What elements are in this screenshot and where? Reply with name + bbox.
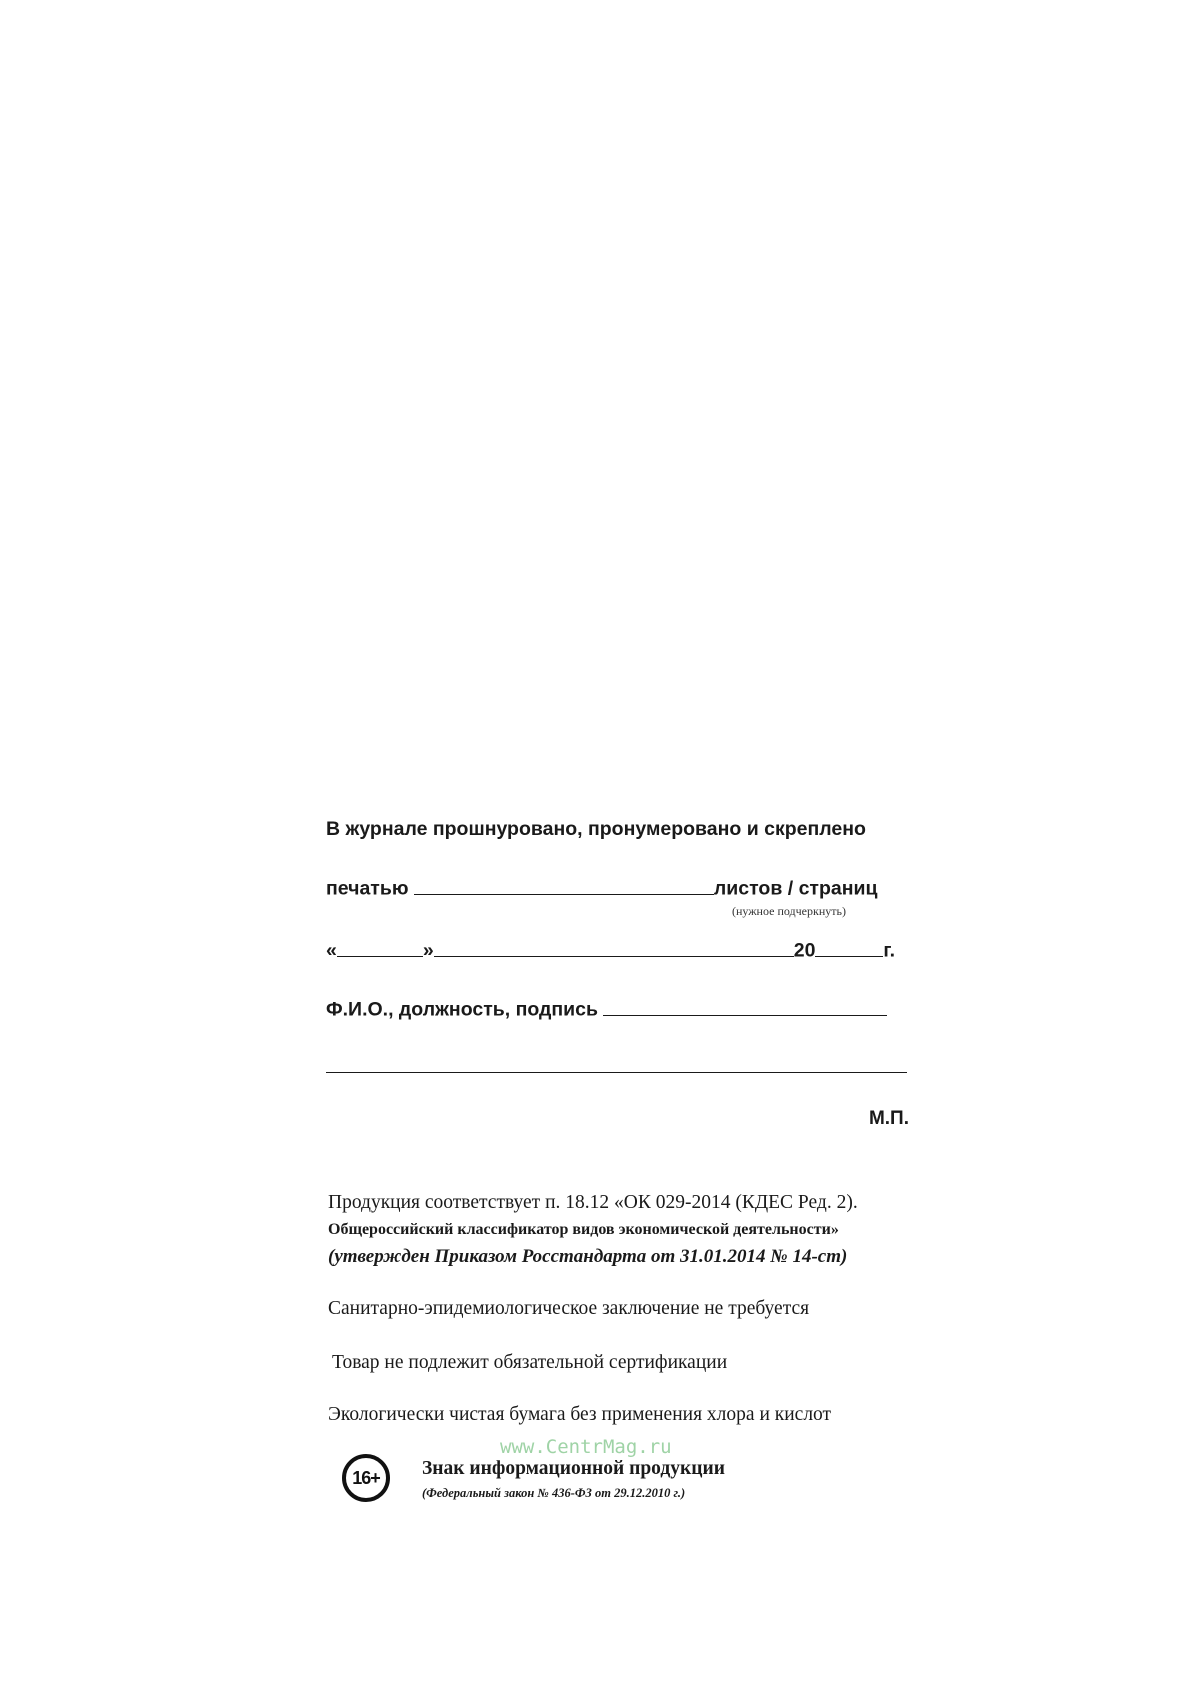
form-line-2-prefix: печатью	[326, 877, 409, 900]
form-line-2	[326, 874, 878, 901]
date-day-blank[interactable]	[337, 936, 423, 957]
certification-note: Товар не подлежит обязательной сертификации	[332, 1352, 728, 1373]
signature-blank[interactable]	[603, 995, 887, 1016]
date-line	[326, 936, 895, 963]
date-year-prefix: 20	[793, 939, 816, 962]
signature-label: Ф.И.О., должность, подпись	[326, 998, 598, 1021]
eco-note: Экологически чистая бумага без применения хлора и кислот	[328, 1404, 832, 1425]
date-close-quote: »	[422, 939, 434, 962]
date-open-quote: «	[326, 939, 337, 962]
extra-line	[326, 1052, 907, 1072]
watermark: www.CentrMag.ru	[500, 1436, 672, 1458]
date-month-blank[interactable]	[434, 936, 794, 957]
info-line-3: (утвержден Приказом Росстандарта от 31.01.2014 № 14-ст)	[328, 1246, 848, 1267]
form-line-2-suffix: листов / страниц	[713, 877, 878, 900]
stamp-place-label: М.П.	[868, 1108, 909, 1129]
date-year-blank[interactable]	[815, 936, 883, 957]
info-line-2: Общероссийский классификатор видов экономической деятельности»	[328, 1221, 839, 1238]
form-line-1: В журнале прошнуровано, пронумеровано и скреплено	[326, 818, 866, 840]
signature-line	[326, 995, 887, 1022]
age-rating-title: Знак информационной продукции	[422, 1458, 725, 1479]
age-rating-law: (Федеральный закон № 436-ФЗ от 29.12.2010 г.)	[422, 1486, 686, 1500]
extra-blank[interactable]	[326, 1052, 907, 1073]
underline-hint: (нужное подчеркнуть)	[732, 904, 846, 918]
age-rating-badge: 16+	[342, 1454, 390, 1502]
info-line-1: Продукция соответствует п. 18.12 «ОК 029-2014 (КДЕС Ред. 2).	[328, 1192, 858, 1213]
sanitary-note: Санитарно-эпидемиологическое заключение не требуется	[328, 1298, 810, 1319]
date-year-suffix: г.	[883, 939, 896, 962]
sheets-count-blank[interactable]	[414, 874, 714, 895]
